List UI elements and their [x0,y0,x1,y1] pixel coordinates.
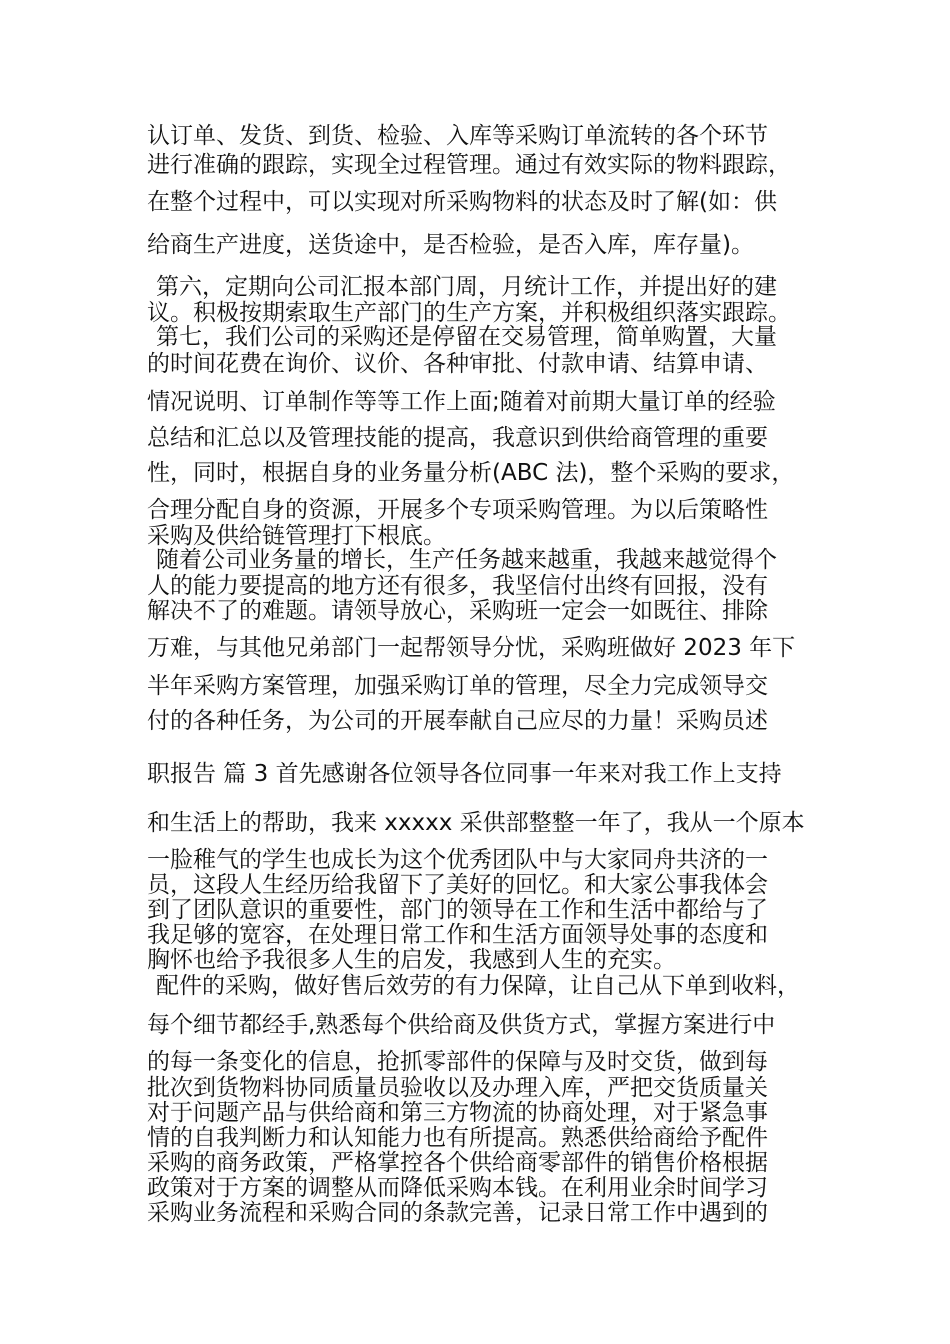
text-line: 我足够的宽容，在处理日常工作和生活方面领导处事的态度和 [147,922,768,948]
text-line: 半年采购方案管理，加强采购订单的管理，尽全力完成领导交 [147,673,768,699]
text-line: 总结和汇总以及管理技能的提高，我意识到供给商管理的重要 [147,425,768,451]
text-line: 配件的采购，做好售后效劳的有力保障，让自己从下单到收料， [156,973,800,999]
text-line: 政策对于方案的调整从而降低采购本钱。在利用业余时间学习 [147,1175,768,1201]
text-line: 性，同时，根据自身的业务量分析(ABC 法)，整个采购的要求， [147,460,795,486]
text-line: 采购及供给链管理打下根底。 [147,523,446,549]
text-line: 职报告 篇 3 首先感谢各位领导各位同事一年来对我工作上支持 [147,761,782,787]
text-line: 进行准确的跟踪，实现全过程管理。通过有效实际的物料跟踪， [147,152,791,178]
text-line: 每个细节都经手,熟悉每个供给商及供货方式，掌握方案进行中 [147,1012,776,1038]
text-line: 员，这段人生经历给我留下了美好的回忆。和大家公事我体会 [147,872,768,898]
text-line: 到了团队意识的重要性，部门的领导在工作和生活中都给与了 [147,897,768,923]
text-line: 一脸稚气的学生也成长为这个优秀团队中与大家同舟共济的一 [147,847,768,873]
text-line: 第六，定期向公司汇报本部门周，月统计工作，并提出好的建 [156,274,777,300]
text-line: 认订单、发货、到货、检验、入库等采购订单流转的各个环节 [147,123,768,149]
text-line: 情的自我判断力和认知能力也有所提高。熟悉供给商给予配件 [147,1125,768,1151]
text-line: 议。积极按期索取生产部门的生产方案，并积极组织落实跟踪。 [147,300,791,326]
text-line: 第七，我们公司的采购还是停留在交易管理，简单购置，大量 [156,324,777,350]
text-line: 合理分配自身的资源，开展多个专项采购管理。为以后策略性 [147,497,768,523]
text-line: 在整个过程中，可以实现对所采购物料的状态及时了解(如：供 [147,189,777,215]
text-line: 给商生产进度，送货途中，是否检验，是否入库，库存量)。 [147,232,754,258]
text-line: 采购的商务政策，严格掌控各个供给商零部件的销售价格根据 [147,1150,768,1176]
text-line: 批次到货物料协同质量员验收以及办理入库，严把交货质量关 [147,1075,768,1101]
text-line: 和生活上的帮助，我来 xxxxx 采供部整整一年了，我从一个原本 [147,810,805,836]
text-line: 万难，与其他兄弟部门一起帮领导分忧，采购班做好 2023 年下 [147,635,796,661]
text-line: 随着公司业务量的增长，生产任务越来越重，我越来越觉得个 [156,547,777,573]
text-line: 采购业务流程和采购合同的条款完善，记录日常工作中遇到的 [147,1200,768,1226]
text-line: 情况说明、订单制作等等工作上面;随着对前期大量订单的经验 [147,389,776,415]
text-line: 的时间花费在询价、议价、各种审批、付款申请、结算申请、 [147,351,768,377]
text-line: 付的各种任务，为公司的开展奉献自己应尽的力量！采购员述 [147,708,768,734]
text-line: 解决不了的难题。请领导放心，采购班一定会一如既往、排除 [147,598,768,624]
text-line: 的每一条变化的信息，抢抓零部件的保障与及时交货，做到每 [147,1049,768,1075]
text-line: 对于问题产品与供给商和第三方物流的协商处理，对于紧急事 [147,1100,768,1126]
text-line: 胸怀也给予我很多人生的启发，我感到人生的充实。 [147,947,676,973]
text-line: 人的能力要提高的地方还有很多，我坚信付出终有回报，没有 [147,573,768,599]
